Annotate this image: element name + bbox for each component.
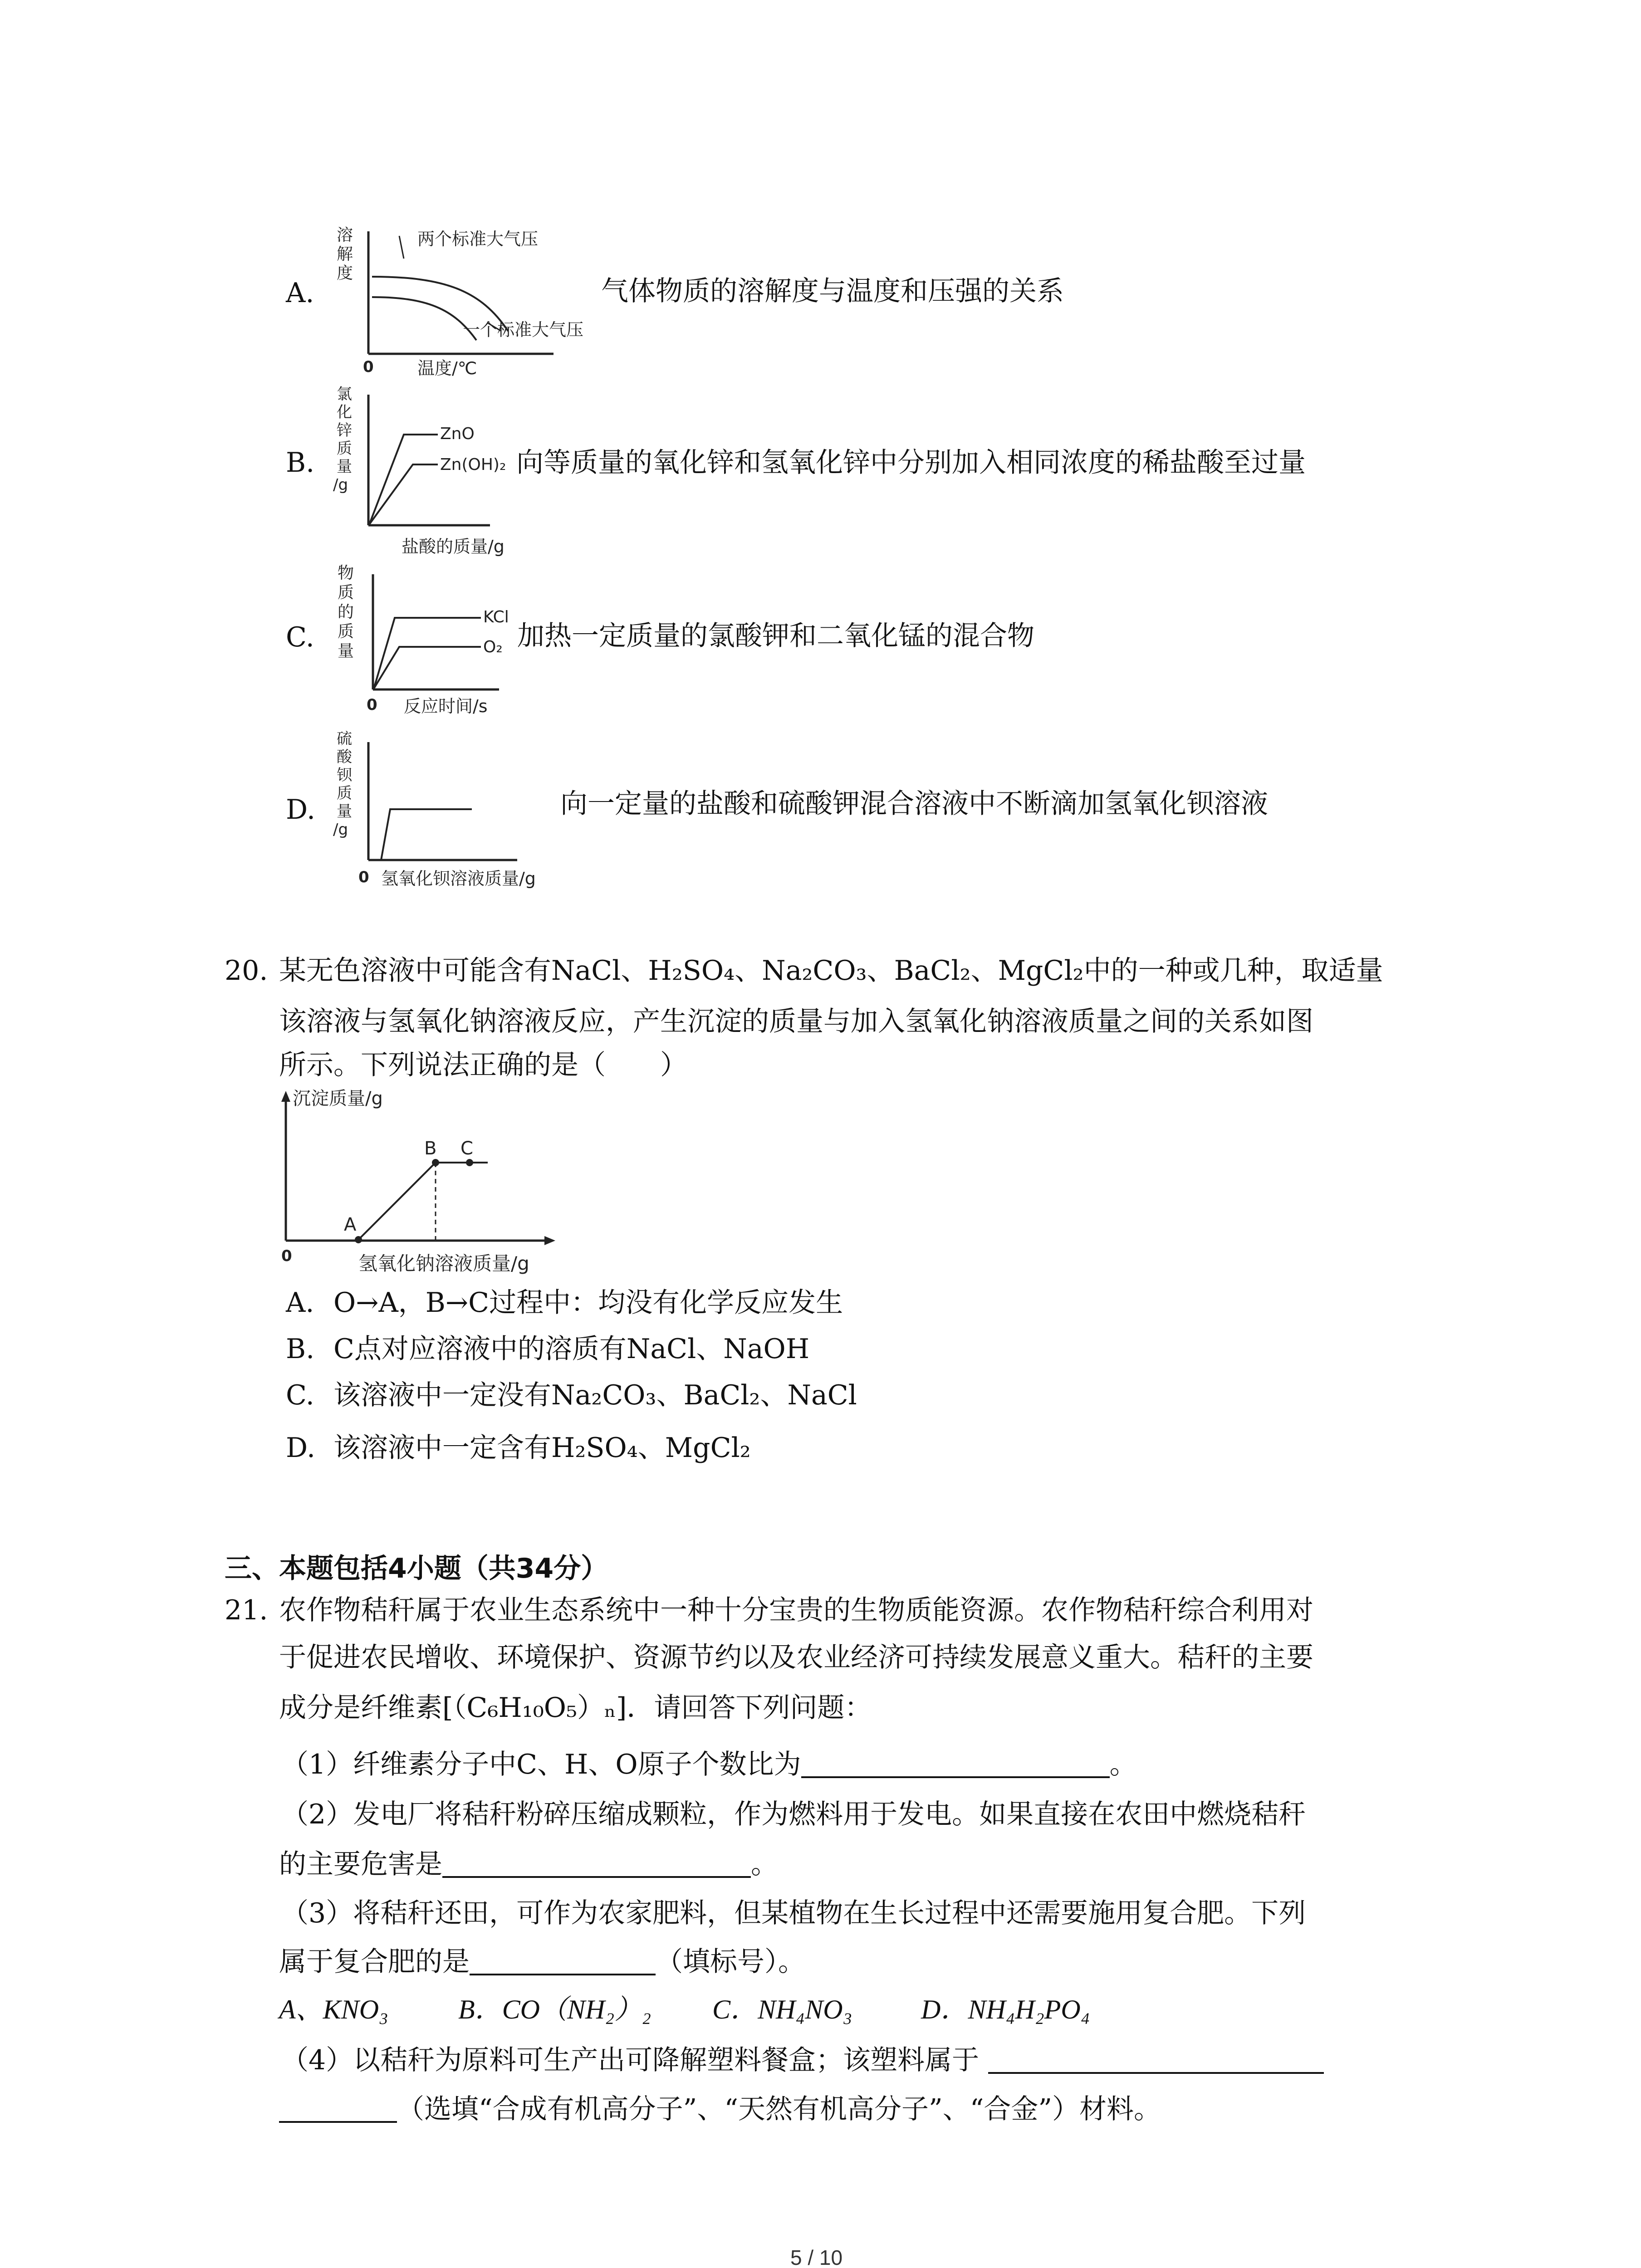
q19-option-d-letter: D. (286, 794, 316, 826)
q20-option-d-letter: D. (286, 1432, 316, 1464)
graph-a-curve1: 两个标准大气压 (417, 229, 539, 249)
q20-graph-origin: 0 (281, 1247, 292, 1265)
section-heading: 三、本题包括4小题（共34分） (225, 1553, 608, 1584)
graph-c-curve1: KCl (483, 608, 509, 626)
graph-a-ylabel-2: 解 (337, 245, 353, 264)
q19-option-c-desc: 加热一定质量的氯酸钾和二氧化锰的混合物 (517, 620, 1034, 652)
graph-a-curve2: 一个标准大气压 (463, 320, 584, 340)
graph-b-xlabel: 盐酸的质量/g (402, 537, 505, 557)
graph-d-xlabel: 氢氧化钡溶液质量/g (381, 869, 536, 889)
q20-number: 20. (225, 955, 268, 987)
graph-b-ylabel-4: 质 (337, 440, 352, 458)
q21-part3-end: （填标号）。 (656, 1946, 805, 1978)
graph-d-ylabel-1: 硫 (337, 730, 352, 748)
q19-option-b-desc: 向等质量的氧化锌和氢氧化锌中分别加入相同浓度的稀盐酸至过量 (516, 447, 1306, 479)
q21-part4-text: （4）以秸秆为原料可生产出可降解塑料餐盒；该塑料属于 (281, 2044, 980, 2076)
graph-d-ylabel-3: 钡 (337, 766, 352, 784)
graph-b-curve1: ZnO (440, 425, 475, 443)
q21-line2: 于促进农民增收、环境保护、资源节约以及农业经济可持续发展意义重大。秸秆的主要 (279, 1642, 1313, 1673)
q20-graph-point-b: B (424, 1138, 437, 1159)
q21-part4-answer-blank-1[interactable] (988, 2047, 1324, 2074)
q20-line1: 某无色溶液中可能含有NaCl、H₂SO₄、Na₂CO₃、BaCl₂、MgCl₂中的一种或几种，取适量 (279, 955, 1383, 987)
q21-part2-end: 。 (751, 1848, 778, 1880)
graph-d-ylabel-5: 量 (337, 802, 352, 821)
q20-graph (268, 1086, 576, 1281)
graph-b-ylabel-5: 量 (337, 458, 352, 476)
q19-graph-b (327, 381, 517, 558)
q21-part3-option-c: C．NH₄NO₃ (712, 1994, 852, 2024)
q19-option-d-desc: 向一定量的盐酸和硫酸钾混合溶液中不断滴加氢氧化钡溶液 (560, 788, 1268, 820)
graph-a-ylabel-1: 溶 (337, 226, 353, 244)
q19-option-a-letter: A. (286, 277, 314, 309)
graph-c-ylabel-4: 质 (338, 622, 354, 641)
q21-part2-line2 (279, 1848, 778, 1880)
graph-a-xlabel: 温度/℃ (417, 358, 477, 378)
q20-line2: 该溶液与氢氧化钠溶液反应，产生沉淀的质量与加入氢氧化钠溶液质量之间的关系如图 (279, 1006, 1313, 1037)
q19-option-c-letter: C. (286, 621, 314, 653)
graph-c-ylabel-3: 的 (338, 603, 354, 621)
q21-part3-option-a: A、KNO₃ (279, 1994, 388, 2024)
q19-graph-a (327, 218, 608, 381)
q21-part4-line1 (281, 2044, 1324, 2076)
q21-part2-text: 的主要危害是 (279, 1848, 442, 1880)
graph-b-ylabel-2: 化 (337, 403, 352, 421)
graph-c-ylabel-5: 量 (338, 642, 354, 660)
q20-option-a-text: O→A，B→C过程中：均没有化学反应发生 (333, 1287, 843, 1319)
q21-part2-line1: （2）发电厂将秸秆粉碎压缩成颗粒，作为燃料用于发电。如果直接在农田中燃烧秸秆 (281, 1799, 1306, 1830)
graph-b-ylabel-3: 锌 (337, 421, 352, 440)
q21-part4-line2 (279, 2093, 1161, 2125)
graph-c-xlabel: 反应时间/s (404, 696, 488, 716)
graph-d-origin: 0 (358, 868, 369, 886)
q20-option-b-letter: B. (286, 1333, 315, 1365)
page-number: 5 / 10 (790, 2246, 843, 2268)
q21-part4-answer-blank-2[interactable] (279, 2096, 397, 2123)
q20-graph-point-a: A (344, 1214, 357, 1235)
graph-c-ylabel-2: 质 (338, 583, 354, 602)
q21-line1: 农作物秸秆属于农业生态系统中一种十分宝贵的生物质能资源。农作物秸秆综合利用对 (279, 1594, 1313, 1626)
q21-part3-option-d: D．NH₄H₂PO₄ (921, 1994, 1090, 2024)
graph-a-ylabel-3: 度 (337, 264, 353, 283)
q21-part2-answer-blank[interactable] (442, 1851, 751, 1878)
q21-part3-text: 属于复合肥的是 (279, 1946, 470, 1978)
graph-c-ylabel-1: 物 (338, 564, 354, 582)
q20-option-c-text: 该溶液中一定没有Na₂CO₃、BaCl₂、NaCl (333, 1379, 857, 1411)
graph-c-origin: 0 (367, 696, 377, 714)
q19-graph-c (327, 558, 517, 726)
q21-part1 (281, 1751, 1137, 1778)
q20-graph-ylabel: 沉淀质量/g (293, 1088, 383, 1109)
q20-option-b-text: C点对应溶液中的溶质有NaCl、NaOH (333, 1333, 810, 1365)
graph-a-origin: 0 (363, 358, 374, 376)
q21-part3-line1: （3）将秸秆还田，可作为农家肥料，但某植物在生长过程中还需要施用复合肥。下列 (281, 1897, 1306, 1929)
graph-b-ylabel-6: /g (333, 476, 348, 494)
q20-line3: 所示。下列说法正确的是（ ） (279, 1049, 687, 1081)
q21-part4-end: （选填“合成有机高分子”、“天然有机高分子”、“合金”）材料。 (397, 2093, 1161, 2125)
q21-number: 21. (225, 1594, 268, 1626)
q21-part1-text: （1）纤维素分子中C、H、O原子个数比为 (281, 1749, 801, 1780)
graph-b-curve2: Zn(OH)₂ (440, 455, 506, 474)
q21-line3: 成分是纤维素[（C₆H₁₀O₅）ₙ]．请回答下列问题： (279, 1692, 872, 1724)
q19-option-a-desc: 气体物质的溶解度与温度和压强的关系 (601, 275, 1064, 307)
q21-part3-option-b: B．CO（NH₂）₂ (458, 1994, 652, 2024)
q19-graph-d (327, 726, 581, 898)
q21-part1-end: 。 (1109, 1749, 1137, 1780)
q20-option-a-letter: A. (286, 1287, 314, 1319)
graph-d-ylabel-4: 质 (337, 784, 352, 802)
q20-option-d-text: 该溶液中一定含有H₂SO₄、MgCl₂ (333, 1432, 751, 1464)
q21-part1-answer-blank[interactable] (801, 1751, 1110, 1778)
graph-c-curve2: O₂ (483, 638, 503, 656)
graph-b-ylabel-1: 氯 (337, 385, 352, 403)
q20-option-c-letter: C. (286, 1379, 314, 1411)
q19-option-b-letter: B. (286, 447, 315, 479)
q20-graph-point-c: C (460, 1138, 473, 1159)
q20-graph-xlabel: 氢氧化钠溶液质量/g (358, 1252, 529, 1275)
graph-d-ylabel-2: 酸 (337, 748, 352, 766)
graph-d-ylabel-6: /g (333, 821, 348, 839)
q21-part3-line2 (279, 1946, 805, 1978)
q21-part3-answer-blank[interactable] (470, 1948, 656, 1975)
